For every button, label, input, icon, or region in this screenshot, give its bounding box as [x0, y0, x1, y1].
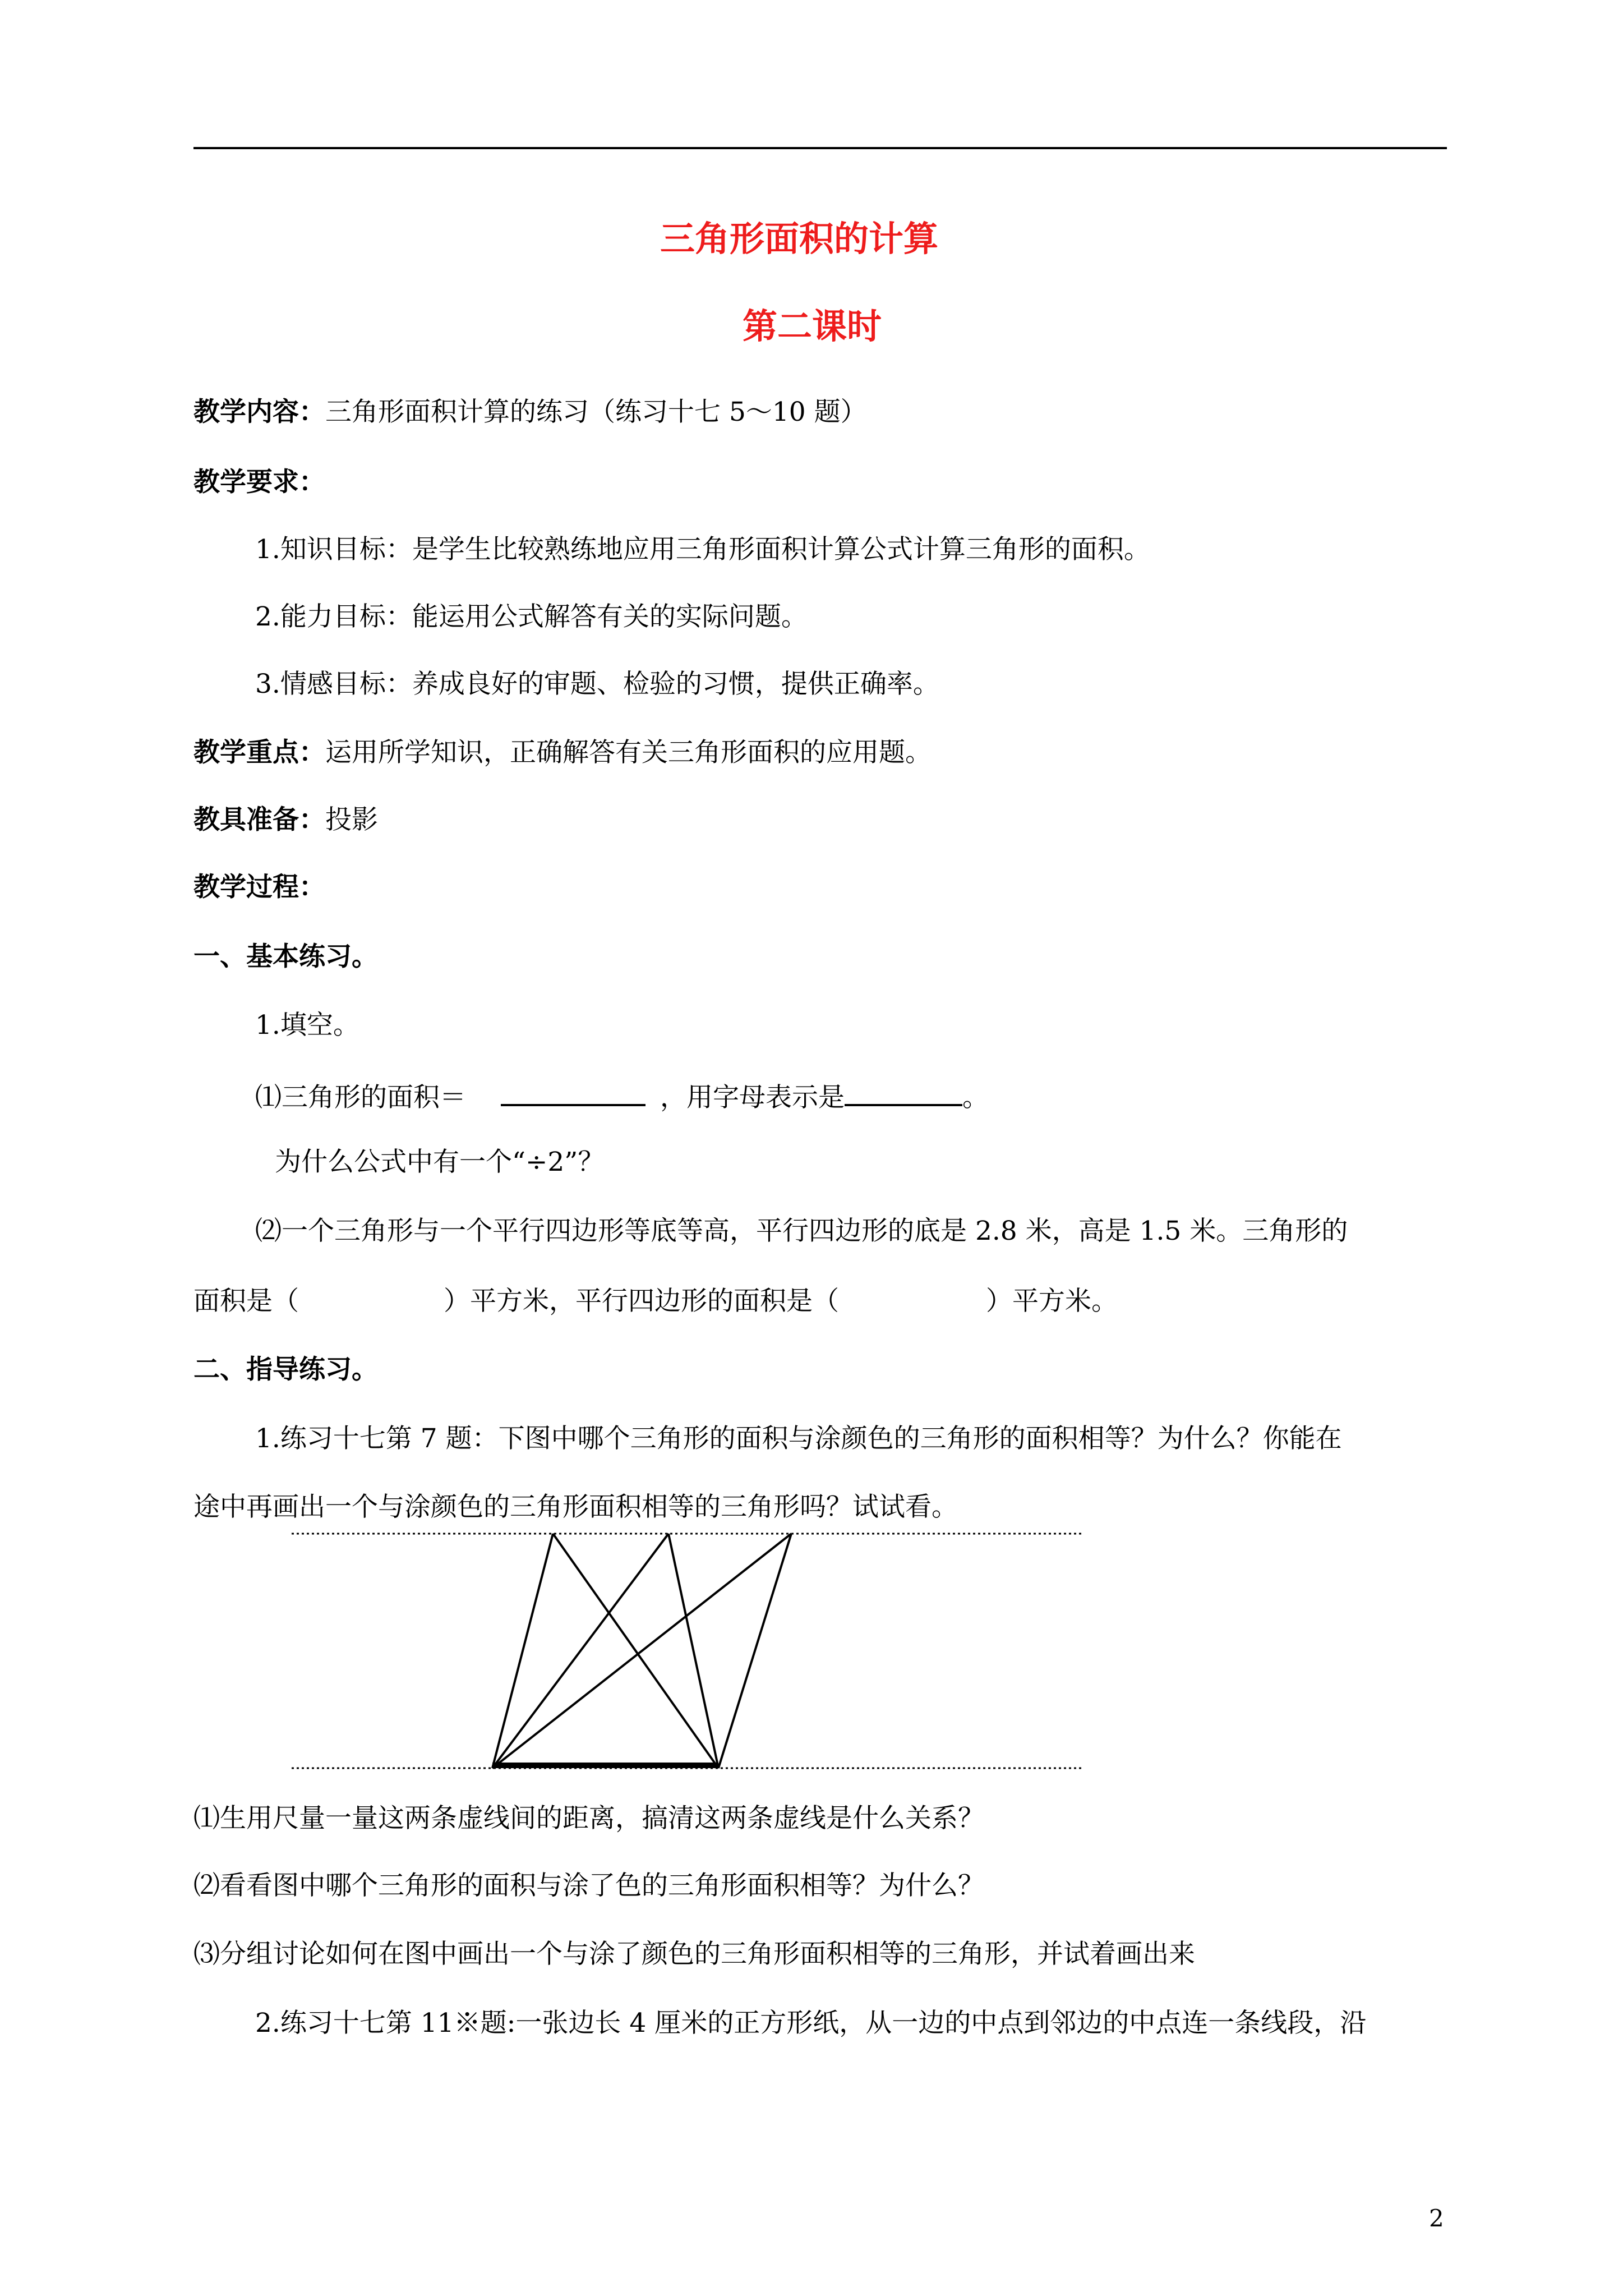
question-1a [255, 1077, 989, 1115]
content-text: 三角形面积计算的练习（练习十七 5～10 题） [325, 397, 867, 427]
content-label: 教学内容： [193, 397, 325, 427]
section2-q1-line2: 途中再画出一个与涂颜色的三角形面积相等的三角形吗？试试看。 [193, 1492, 958, 1522]
requirement-item: 2.能力目标：能运用公式解答有关的实际问题。 [255, 601, 808, 632]
q1b-text-c: ）平方米。 [986, 1286, 1118, 1317]
page-number: 2 [1429, 2205, 1444, 2232]
section2-q2: 2.练习十七第 11※题:一张边长 4 厘米的正方形纸，从一边的中点到邻边的中点连一条线段，沿 [255, 2008, 1367, 2039]
tools-text: 投影 [325, 804, 378, 835]
content-line [193, 395, 867, 429]
section1-heading: 一、基本练习。 [193, 941, 378, 972]
focus-label: 教学重点： [193, 737, 325, 768]
header-rule [193, 147, 1447, 149]
q1b-text-a: 面积是（ [193, 1286, 299, 1317]
focus-text: 运用所学知识，正确解答有关三角形面积的应用题。 [325, 737, 932, 768]
q1b-text-b: ）平方米，平行四边形的面积是（ [444, 1286, 839, 1317]
section2-q1-line1: 1.练习十七第 7 题：下图中哪个三角形的面积与涂颜色的三角形的面积相等？为什么？你能在 [255, 1423, 1342, 1454]
sub-question-1: ⑴生用尺量一量这两条虚线间的距离，搞清这两条虚线是什么关系？ [193, 1803, 984, 1834]
process-label: 教学过程： [193, 872, 325, 903]
triangle-lines [492, 1534, 791, 1768]
requirement-item: 3.情感目标：养成良好的审题、检验的习惯，提供正确率。 [255, 669, 939, 700]
shared-base [492, 1763, 718, 1768]
question-1b-line2 [193, 1285, 1118, 1318]
triangles-figure [292, 1526, 1088, 1778]
answer-blank[interactable] [845, 1077, 962, 1106]
question-fill-blank: 1.填空。 [255, 1010, 359, 1041]
answer-blank[interactable] [501, 1077, 645, 1106]
q1a-text-b: ，用字母表示是 [660, 1082, 845, 1113]
q1a-text-c: 。 [962, 1082, 989, 1113]
tools-line [193, 803, 378, 837]
page-subtitle: 第二课时 [743, 306, 882, 347]
requirements-label: 教学要求： [193, 467, 325, 498]
q1a-text-a: ⑴三角形的面积＝ [255, 1082, 466, 1113]
page-title: 三角形面积的计算 [660, 218, 939, 259]
section2-heading: 二、指导练习。 [193, 1354, 378, 1385]
sub-question-2: ⑵看看图中哪个三角形的面积与涂了色的三角形面积相等？为什么？ [193, 1870, 984, 1901]
focus-line [193, 736, 932, 770]
question-1b-line1: ⑵一个三角形与一个平行四边形等底等高，平行四边形的底是 2.8 米，高是 1.5 米。三角形的 [255, 1216, 1348, 1246]
question-1a-why: 为什么公式中有一个“÷2”？ [275, 1147, 605, 1177]
sub-question-3: ⑶分组讨论如何在图中画出一个与涂了颜色的三角形面积相等的三角形，并试着画出来 [193, 1939, 1195, 1970]
tools-label: 教具准备： [193, 804, 325, 835]
requirement-item: 1.知识目标：是学生比较熟练地应用三角形面积计算公式计算三角形的面积。 [255, 534, 1150, 565]
